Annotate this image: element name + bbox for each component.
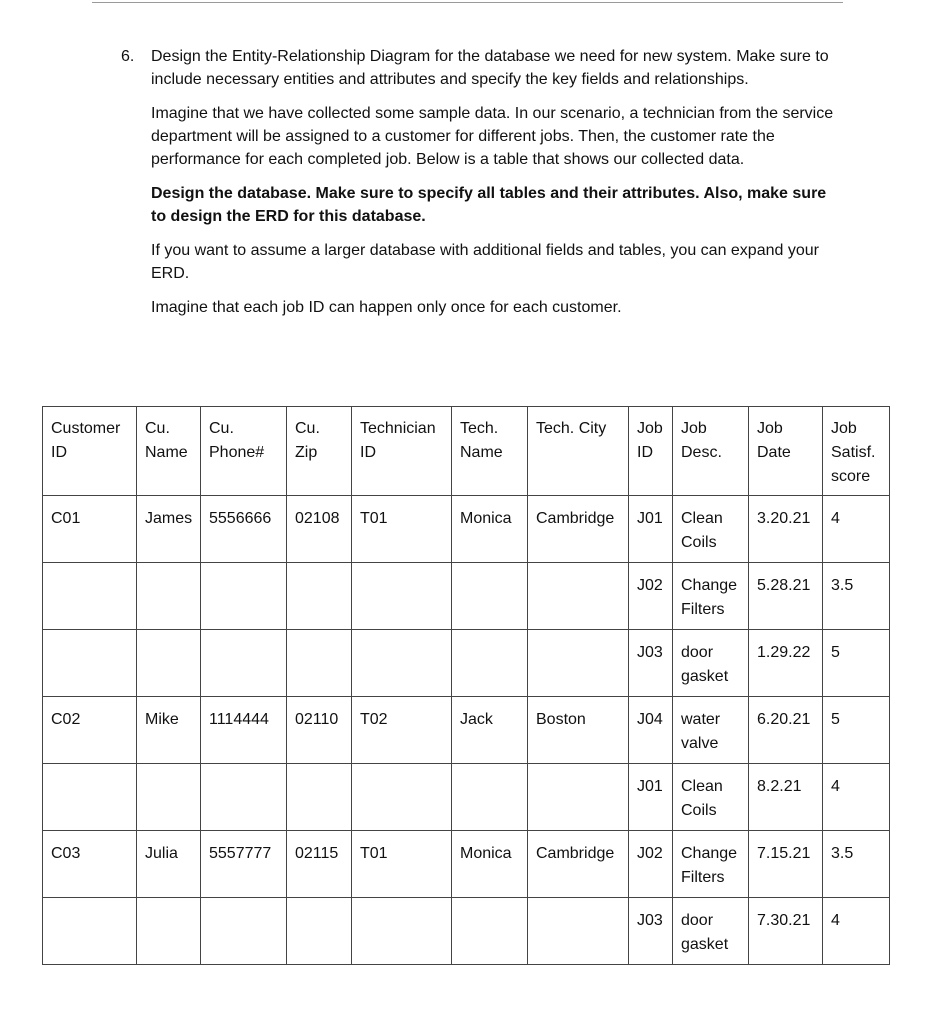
cell-text: 3.5 — [831, 845, 854, 862]
table-row — [43, 697, 890, 764]
table-cell — [287, 697, 352, 764]
cell-text: J03 — [637, 912, 663, 929]
table-cell — [452, 563, 528, 630]
paragraph-design-database: Design the database. Make sure to specify all tables and their attributes. Also, make sure to design the ERD for this database. — [151, 185, 827, 225]
table-cell — [673, 764, 749, 831]
cell-text: Job — [831, 420, 857, 437]
table-cell — [43, 898, 137, 965]
table-cell — [749, 496, 823, 563]
cell-text: Customer — [51, 420, 121, 437]
cell-text: Date — [757, 444, 791, 461]
table-cell — [201, 697, 287, 764]
table-cell — [43, 563, 137, 630]
table-row — [43, 831, 890, 898]
column-header — [452, 407, 528, 496]
table-cell — [673, 630, 749, 697]
cell-text: score — [831, 468, 871, 485]
cell-text: 5 — [831, 711, 840, 728]
sample-data-table — [42, 406, 890, 965]
table-cell — [452, 630, 528, 697]
cell-text: T01 — [360, 845, 388, 862]
column-header — [823, 407, 890, 496]
cell-text: valve — [681, 735, 719, 752]
column-header — [749, 407, 823, 496]
table-cell — [137, 898, 201, 965]
column-header — [201, 407, 287, 496]
table-cell — [528, 697, 629, 764]
table-cell — [673, 563, 749, 630]
table-cell — [287, 496, 352, 563]
table-cell — [629, 496, 673, 563]
cell-text: 6.20.21 — [757, 711, 811, 728]
column-header — [528, 407, 629, 496]
cell-text: 4 — [831, 912, 840, 929]
table-cell — [287, 831, 352, 898]
cell-text: Clean — [681, 510, 723, 527]
cell-text: 1114444 — [209, 711, 269, 728]
table-cell — [287, 563, 352, 630]
table-cell — [629, 563, 673, 630]
cell-text: C02 — [51, 711, 81, 728]
table-cell — [452, 697, 528, 764]
cell-text: Filters — [681, 601, 725, 618]
table-cell — [43, 630, 137, 697]
cell-text: C01 — [51, 510, 81, 527]
table-cell — [352, 898, 452, 965]
cell-text: gasket — [681, 936, 729, 953]
table-cell — [673, 831, 749, 898]
paragraph-scenario: Imagine that we have collected some sample data. In our scenario, a technician from the service department will be assigned to a customer for different jobs. Then, the customer rate the performance for each completed job. Below is a table that shows our collected data. — [151, 105, 834, 168]
cell-text: C03 — [51, 845, 81, 862]
cell-text: door — [681, 644, 714, 661]
cell-text: Job — [757, 420, 783, 437]
cell-text: 8.2.21 — [757, 778, 802, 795]
cell-text: J01 — [637, 510, 663, 527]
table-cell — [287, 630, 352, 697]
cell-text: ID — [360, 444, 376, 461]
question-body — [151, 45, 841, 330]
table-cell — [823, 831, 890, 898]
table-cell — [137, 764, 201, 831]
table-cell — [43, 697, 137, 764]
cell-text: Cambridge — [536, 510, 615, 527]
cell-text: 5 — [831, 644, 840, 661]
cell-text: Coils — [681, 802, 717, 819]
table-cell — [352, 697, 452, 764]
cell-text: ID — [637, 444, 653, 461]
table-row — [43, 764, 890, 831]
paragraph-assume-larger: If you want to assume a larger database with additional fields and tables, you can expand your ERD. — [151, 242, 819, 282]
table-cell — [201, 764, 287, 831]
table-cell — [749, 898, 823, 965]
table-cell — [749, 831, 823, 898]
cell-text: ID — [51, 444, 67, 461]
table-cell — [673, 898, 749, 965]
table-cell — [629, 630, 673, 697]
table-cell — [352, 831, 452, 898]
table-cell — [749, 697, 823, 764]
cell-text: door — [681, 912, 714, 929]
cell-text: Cambridge — [536, 845, 615, 862]
cell-text: J02 — [637, 845, 663, 862]
cell-text: Coils — [681, 534, 717, 551]
cell-text: 7.30.21 — [757, 912, 811, 929]
table-row — [43, 630, 890, 697]
table-cell — [137, 831, 201, 898]
table-cell — [137, 496, 201, 563]
table-cell — [287, 898, 352, 965]
table-cell — [528, 898, 629, 965]
cell-text: 1.29.22 — [757, 644, 811, 661]
cell-text: 5556666 — [209, 510, 272, 527]
table-cell — [629, 697, 673, 764]
table-cell — [823, 496, 890, 563]
cell-text: J02 — [637, 577, 663, 594]
table-cell — [201, 496, 287, 563]
cell-text: 3.20.21 — [757, 510, 811, 527]
cell-text: Job — [637, 420, 663, 437]
cell-text: 4 — [831, 778, 840, 795]
table-cell — [43, 496, 137, 563]
cell-text: 4 — [831, 510, 840, 527]
cell-text: Mike — [145, 711, 179, 728]
cell-text: 02110 — [295, 711, 339, 728]
cell-text: 3.5 — [831, 577, 854, 594]
table-cell — [749, 630, 823, 697]
table-cell — [629, 764, 673, 831]
column-header — [673, 407, 749, 496]
table-cell — [43, 831, 137, 898]
cell-text: Monica — [460, 845, 512, 862]
cell-text: Julia — [145, 845, 178, 862]
cell-text: Desc. — [681, 444, 722, 461]
cell-text: Monica — [460, 510, 512, 527]
table-cell — [823, 697, 890, 764]
paragraph-design-erd: Design the Entity-Relationship Diagram for the database we need for new system. Make sure to include necessary entities and attributes and specify the key fields and relationships. — [151, 48, 829, 88]
table-cell — [452, 764, 528, 831]
cell-text: J03 — [637, 644, 663, 661]
cell-text: 5557777 — [209, 845, 272, 862]
table-cell — [287, 764, 352, 831]
column-header — [352, 407, 452, 496]
cell-text: Boston — [536, 711, 586, 728]
cell-text: Zip — [295, 444, 318, 461]
table-row — [43, 563, 890, 630]
cell-text: water — [681, 711, 721, 728]
cell-text: Technician — [360, 420, 436, 437]
table-cell — [823, 563, 890, 630]
table-cell — [823, 898, 890, 965]
table-cell — [528, 831, 629, 898]
cell-text: T01 — [360, 510, 388, 527]
table-cell — [528, 764, 629, 831]
cell-text: gasket — [681, 668, 729, 685]
table-cell — [528, 630, 629, 697]
cell-text: Satisf. — [831, 444, 876, 461]
table-header — [43, 407, 890, 496]
header-row — [43, 407, 890, 496]
table-cell — [352, 630, 452, 697]
table-cell — [201, 563, 287, 630]
cell-text: Jack — [460, 711, 493, 728]
cell-text: 7.15.21 — [757, 845, 811, 862]
cell-text: Name — [460, 444, 503, 461]
paragraph-job-once: Imagine that each job ID can happen only once for each customer. — [151, 299, 622, 316]
column-header — [137, 407, 201, 496]
table-cell — [201, 898, 287, 965]
table-cell — [528, 563, 629, 630]
table-cell — [823, 764, 890, 831]
table-body — [43, 496, 890, 965]
table-cell — [673, 697, 749, 764]
cell-text: Change — [681, 577, 738, 594]
cell-text: Tech. — [460, 420, 499, 437]
cell-text: J01 — [637, 778, 663, 795]
table-cell — [201, 831, 287, 898]
table-cell — [452, 496, 528, 563]
cell-text: Tech. City — [536, 420, 607, 437]
cell-text: Cu. — [145, 420, 170, 437]
cell-text: Filters — [681, 869, 725, 886]
cell-text: Name — [145, 444, 188, 461]
table-cell — [352, 764, 452, 831]
table-cell — [352, 563, 452, 630]
cell-text: Phone# — [209, 444, 265, 461]
cell-text: 02108 — [295, 510, 340, 527]
top-divider — [92, 2, 843, 3]
question-number: 6. — [121, 48, 135, 65]
table-cell — [823, 630, 890, 697]
table-cell — [352, 496, 452, 563]
cell-text: 02115 — [295, 845, 339, 862]
cell-text: Clean — [681, 778, 723, 795]
cell-text: Job — [681, 420, 707, 437]
cell-text: 5.28.21 — [757, 577, 811, 594]
cell-text: James — [145, 510, 193, 527]
column-header — [629, 407, 673, 496]
column-header — [287, 407, 352, 496]
table-cell — [201, 630, 287, 697]
cell-text: Change — [681, 845, 738, 862]
table-cell — [749, 764, 823, 831]
cell-text: T02 — [360, 711, 388, 728]
table-cell — [452, 831, 528, 898]
table-cell — [43, 764, 137, 831]
table-cell — [673, 496, 749, 563]
cell-text: J04 — [637, 711, 663, 728]
table-cell — [137, 630, 201, 697]
table-cell — [137, 563, 201, 630]
table-cell — [137, 697, 201, 764]
table-row — [43, 496, 890, 563]
column-header — [43, 407, 137, 496]
cell-text: Cu. — [209, 420, 234, 437]
table-row — [43, 898, 890, 965]
table-cell — [749, 563, 823, 630]
cell-text: Cu. — [295, 420, 320, 437]
table-cell — [629, 831, 673, 898]
table-cell — [452, 898, 528, 965]
table-cell — [629, 898, 673, 965]
table-cell — [528, 496, 629, 563]
